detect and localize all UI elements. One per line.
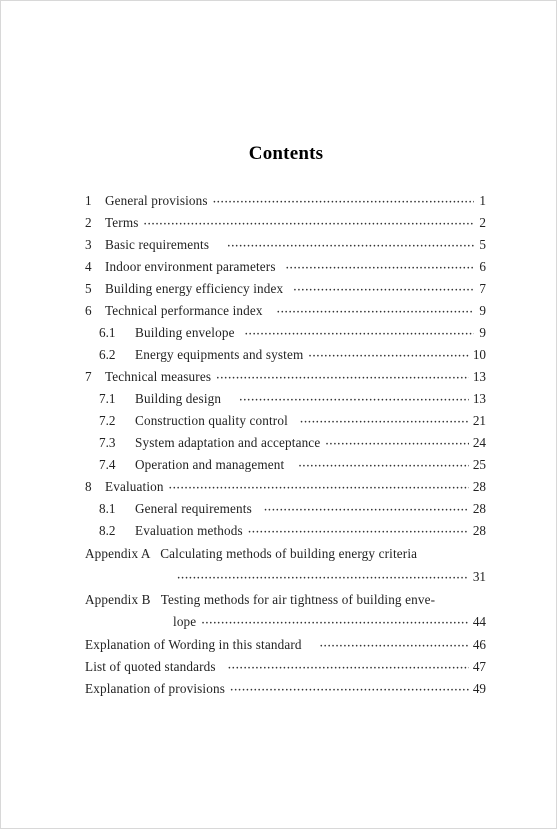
toc-entry-page: 31: [472, 569, 486, 584]
toc-entry-number: 5: [85, 281, 92, 296]
toc-entry[interactable]: [85, 637, 486, 657]
toc-entry-number: 3: [85, 237, 92, 252]
toc-entry-number: 2: [85, 215, 92, 230]
toc-subentry[interactable]: [99, 325, 486, 345]
toc-entry-label: General requirements: [135, 501, 252, 516]
toc-entry-page: 10: [472, 347, 486, 362]
toc-appendix-entry[interactable]: [85, 592, 486, 612]
toc-entry-label: Terms: [105, 215, 139, 230]
toc-entry-number: 7.3: [99, 435, 116, 450]
toc-entry-page: 21: [472, 413, 486, 428]
toc-subentry[interactable]: [99, 435, 486, 455]
toc-entry-label: Basic requirements: [105, 237, 210, 252]
toc-leader-dots: [277, 307, 474, 318]
toc-appendix-entry[interactable]: [85, 546, 486, 566]
toc-leader-dots: [325, 439, 468, 450]
toc-entry-page: 44: [472, 614, 486, 629]
toc-leader-dots: [293, 285, 474, 296]
toc-entry-label: Technical measures: [105, 369, 212, 384]
toc-entry[interactable]: [85, 369, 486, 389]
toc-entry-label: Appendix B Testing methods for air tightness of building enve-: [85, 592, 436, 607]
toc-entry-page: 9: [479, 325, 486, 340]
toc-entry[interactable]: [85, 303, 486, 323]
toc-entry-label: Explanation of provisions: [85, 681, 226, 696]
toc-entry-label: Building envelope: [135, 325, 235, 340]
toc-entry[interactable]: [85, 237, 486, 257]
toc-entry-number: 7.1: [99, 391, 116, 406]
toc-leader-dots: [216, 373, 469, 384]
toc-leader-dots: [286, 263, 474, 274]
toc-entry-number: 8.2: [99, 523, 116, 538]
toc-entry-page: 6: [479, 259, 486, 274]
toc-leader-dots: [177, 573, 469, 584]
toc-entry-number: 6.2: [99, 347, 116, 362]
toc-entry-number: 7.2: [99, 413, 116, 428]
toc-entry-page: 46: [472, 637, 486, 652]
toc-leader-dots: [201, 618, 469, 629]
toc-entry-label: General provisions: [105, 193, 208, 208]
toc-entry-label: Operation and management: [135, 457, 285, 472]
toc-entry-label: List of quoted standards: [85, 659, 216, 674]
toc-subentry[interactable]: [99, 413, 486, 433]
toc-entry-label: Appendix A Calculating methods of building energy criteria: [85, 546, 418, 561]
toc-leader-dots: [169, 483, 469, 494]
toc-entry-number: 8: [85, 479, 92, 494]
toc-leader-dots: [245, 329, 474, 340]
toc-entry-page: 49: [472, 681, 486, 696]
toc-entry-page: 25: [472, 457, 486, 472]
toc-leader-dots: [144, 219, 474, 230]
toc-entry-label: Technical performance index: [105, 303, 263, 318]
toc-entry-label: Evaluation methods: [135, 523, 243, 538]
toc-subentry[interactable]: [99, 457, 486, 477]
toc-entry-page: 13: [472, 391, 486, 406]
toc-entry-label: Evaluation: [105, 479, 164, 494]
toc-subentry[interactable]: [99, 391, 486, 411]
page-title: Contents: [248, 143, 324, 164]
toc-leader-dots: [320, 641, 469, 652]
toc-subentry[interactable]: [99, 347, 486, 367]
toc-entry[interactable]: [85, 215, 486, 235]
toc-appendix-continuation[interactable]: [177, 569, 486, 589]
toc-appendix-continuation[interactable]: [173, 614, 486, 634]
toc-subentry[interactable]: [99, 523, 486, 543]
toc-leader-dots: [239, 395, 469, 406]
toc-entry-number: 7.4: [99, 457, 116, 472]
toc-leader-dots: [228, 663, 469, 674]
toc-entry-number: 6: [85, 303, 92, 318]
toc-entry-label: Building energy efficiency index: [105, 281, 284, 296]
toc-entry[interactable]: [85, 281, 486, 301]
toc-entry-number: 6.1: [99, 325, 116, 340]
toc-entry-number: 7: [85, 369, 92, 384]
toc-entry-label: Explanation of Wording in this standard: [85, 637, 302, 652]
toc-entry-number: 1: [85, 193, 92, 208]
toc-entry-label: Building design: [135, 391, 222, 406]
toc-entry-label: Energy equipments and system: [135, 347, 304, 362]
toc-entry-page: 47: [472, 659, 486, 674]
toc-leader-dots: [230, 685, 469, 696]
toc-entry-page: 2: [479, 215, 486, 230]
toc-entry-page: 1: [479, 193, 486, 208]
toc-entry[interactable]: [85, 479, 486, 499]
toc-entry-page: 24: [472, 435, 486, 450]
toc-entry-number: 8.1: [99, 501, 116, 516]
toc-entry-number: 4: [85, 259, 92, 274]
toc-entry-page: 9: [479, 303, 486, 318]
toc-entry-label: System adaptation and acceptance: [135, 435, 321, 450]
toc-leader-dots: [308, 351, 468, 362]
toc-entry-page: 7: [479, 281, 486, 296]
toc-leader-dots: [227, 241, 474, 252]
toc-entry-page: 28: [472, 479, 486, 494]
toc-entry-page: 13: [472, 369, 486, 384]
toc-entry[interactable]: [85, 193, 486, 213]
toc-entry-page: 28: [472, 523, 486, 538]
toc-entry-label: Construction quality control: [135, 413, 288, 428]
toc-entry[interactable]: [85, 681, 486, 701]
toc-entry-page: 5: [479, 237, 486, 252]
toc-entry-label: lope: [173, 614, 197, 629]
toc-leader-dots: [248, 527, 469, 538]
toc-leader-dots: [213, 197, 474, 208]
toc-leader-dots: [298, 461, 468, 472]
toc-leader-dots: [264, 505, 469, 516]
toc-subentry[interactable]: [99, 501, 486, 521]
toc-entry[interactable]: [85, 659, 486, 679]
toc-entry-label: Indoor environment parameters: [105, 259, 276, 274]
toc-entry[interactable]: [85, 259, 486, 279]
toc-entry-page: 28: [472, 501, 486, 516]
toc-leader-dots: [300, 417, 469, 428]
